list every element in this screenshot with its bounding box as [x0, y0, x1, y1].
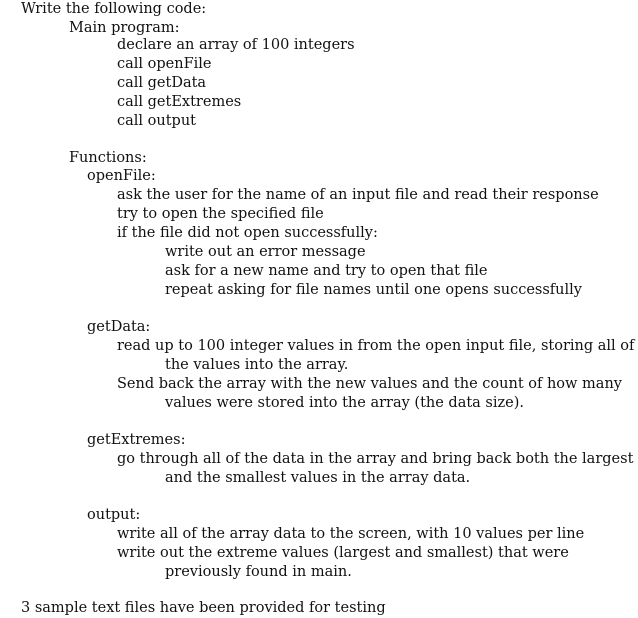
main-step: call output	[117, 113, 196, 129]
openfile-step: if the file did not open successfully:	[117, 225, 378, 241]
getdata-step: Send back the array with the new values and the count of how many	[117, 376, 622, 392]
getextremes-step: go through all of the data in the array and bring back both the largest	[117, 451, 634, 467]
openfile-step: ask the user for the name of an input file and read their response	[117, 187, 599, 203]
main-step: call getExtremes	[117, 94, 242, 110]
main-step: call getData	[117, 75, 207, 91]
getdata-step: read up to 100 integer values in from the open input file, storing all of	[117, 338, 635, 354]
output-heading: output:	[87, 507, 141, 523]
output-step: write all of the array data to the screen, with 10 values per line	[117, 526, 585, 542]
getdata-step-continuation: values were stored into the array (the data size).	[165, 395, 524, 411]
intro-text: Write the following code:	[21, 1, 207, 17]
getdata-heading: getData:	[87, 319, 151, 335]
getdata-step-continuation: the values into the array.	[165, 357, 349, 373]
openfile-substep: repeat asking for file names until one opens successfully	[165, 282, 582, 298]
getextremes-step-continuation: and the smallest values in the array data.	[165, 470, 471, 486]
openfile-substep: ask for a new name and try to open that file	[165, 263, 488, 279]
getextremes-heading: getExtremes:	[87, 432, 186, 448]
output-step: write out the extreme values (largest and smallest) that were	[117, 545, 569, 561]
main-program-heading: Main program:	[69, 20, 180, 36]
functions-heading: Functions:	[69, 150, 147, 166]
output-step-continuation: previously found in main.	[165, 564, 352, 580]
main-step: declare an array of 100 integers	[117, 37, 355, 53]
openfile-step: try to open the specified file	[117, 206, 324, 222]
footer-note: 3 sample text files have been provided for testing	[21, 600, 386, 616]
openfile-heading: openFile:	[87, 168, 156, 184]
main-step: call openFile	[117, 56, 212, 72]
openfile-substep: write out an error message	[165, 244, 366, 260]
